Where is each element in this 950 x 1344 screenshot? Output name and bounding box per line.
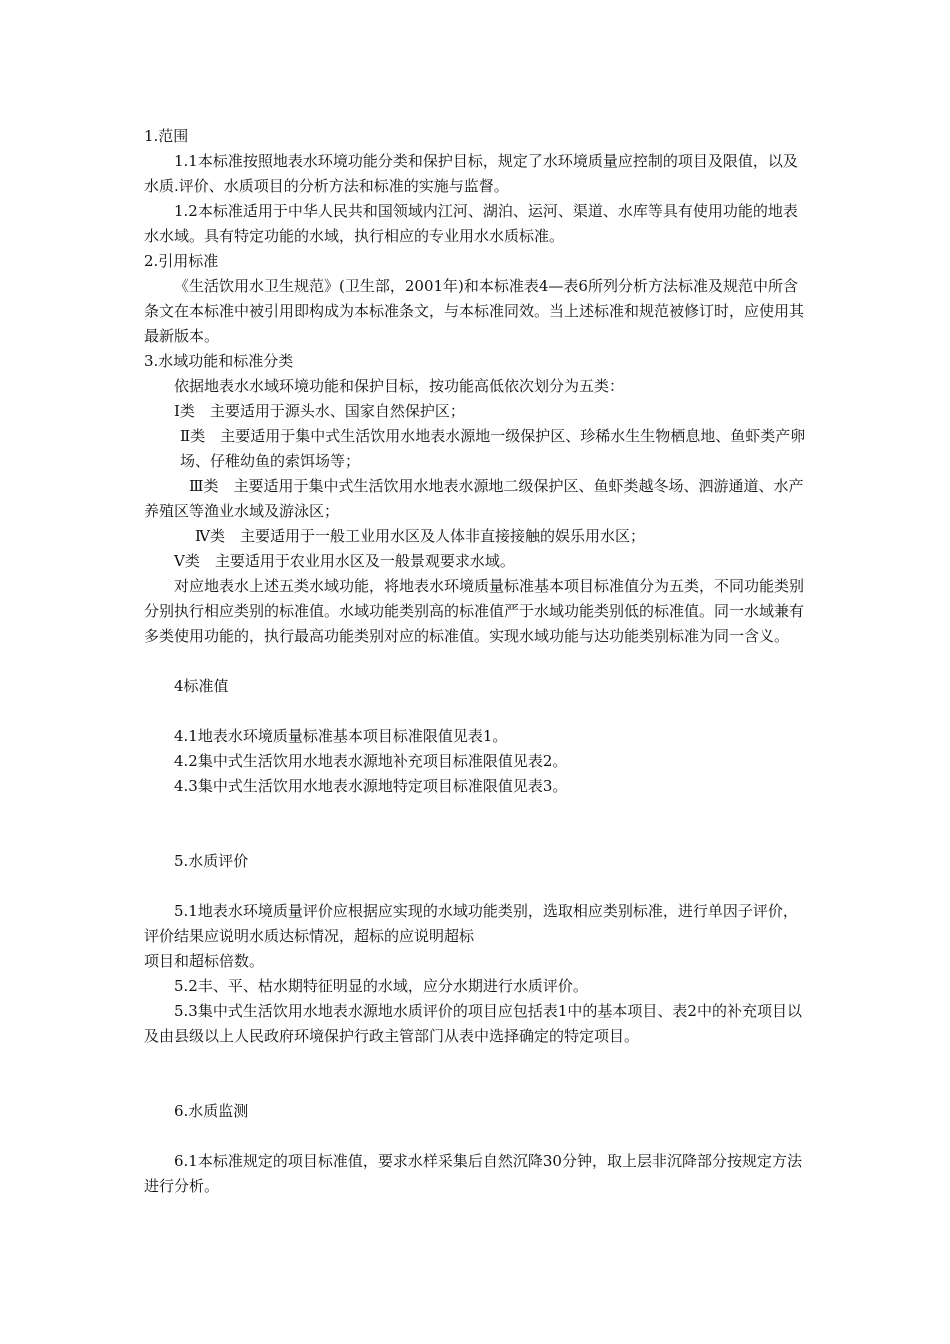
spacer [144,699,812,724]
spacer [144,1124,812,1149]
section-3-intro: 依据地表水水域环境功能和保护目标，按功能高低依次划分为五类： [174,377,625,395]
class-1-item: Ⅰ类 主要适用于源头水、国家自然保护区； [174,402,465,420]
section-6-1-paragraph: 6.1本标准规定的项目标准值，要求水样采集后自然沉降30分钟，取上层非沉降部分按规定方法进行分析。 [144,1152,802,1195]
spacer [144,649,812,674]
section-2-paragraph: 《生活饮用水卫生规范》(卫生部，2001年)和本标准表4—表6所列分析方法标准及规范中所含条文在本标准中被引用即构成为本标准条文，与本标准同效。当上述标准和规范被修订时，应使用其最新版本。 [144,277,805,345]
document-body [144,124,812,1199]
class-4-item: Ⅳ类 主要适用于一般工业用水区及人体非直接接触的娱乐用水区； [195,527,645,545]
class-5-item: Ⅴ类 主要适用于农业用水区及一般景观要求水域。 [174,552,515,570]
class-3-item: Ⅲ类 主要适用于集中式生活饮用水地表水源地二级保护区、鱼虾类越冬场、泗游通道、水产养殖区等渔业水域及游泳区； [144,477,804,520]
section-4-1-paragraph: 4.1地表水环境质量标准基本项目标准限值见表1。 [174,727,508,745]
section-5-3-paragraph: 5.3集中式生活饮用水地表水源地水质评价的项目应包括表1中的基本项目、表2中的补充项目以及由县级以上人民政府环境保护行政主管部门从表中选择确定的特定项目。 [144,1002,802,1045]
section-2-heading: 2.引用标准 [144,252,219,270]
spacer [144,1049,812,1099]
section-3-paragraph: 对应地表水上述五类水域功能，将地表水环境质量标准基本项目标准值分为五类，不同功能类别分别执行相应类别的标准值。水域功能类别高的标准值严于水域功能类别低的标准值。同一水域兼有多类使用功能的，执行最高功能类别对应的标准值。实现水域功能与达功能类别标准为同一含义。 [144,577,805,645]
section-5-heading: 5.水质评价 [174,852,249,870]
section-6-heading: 6.水质监测 [174,1102,249,1120]
section-5-1-paragraph: 5.1地表水环境质量评价应根据应实现的水域功能类别，选取相应类别标准，进行单因子评价，评价结果应说明水质达标情况，超标的应说明超标 [144,902,798,945]
spacer [144,874,812,899]
section-4-3-paragraph: 4.3集中式生活饮用水地表水源地特定项目标准限值见表3。 [174,777,568,795]
section-5-1-continuation: 项目和超标倍数。 [144,952,265,970]
class-2-item: Ⅱ类 主要适用于集中式生活饮用水地表水源地一级保护区、珍稀水生生物栖息地、鱼虾类产卵场、仔稚幼鱼的索饵场等； [180,427,806,470]
section-3-heading: 3.水域功能和标准分类 [144,352,294,370]
spacer [144,799,812,849]
section-1-heading: 1.范围 [144,127,189,145]
section-5-2-paragraph: 5.2丰、平、枯水期特征明显的水域，应分水期进行水质评价。 [174,977,588,995]
section-4-2-paragraph: 4.2集中式生活饮用水地表水源地补充项目标准限值见表2。 [174,752,568,770]
section-1-2-paragraph: 1.2本标准适用于中华人民共和国领域内江河、湖泊、运河、渠道、水库等具有使用功能的地表水水域。具有特定功能的水域，执行相应的专业用水水质标准。 [144,202,798,245]
section-4-heading: 4标准值 [174,677,229,695]
section-1-1-paragraph: 1.1本标准按照地表水环境功能分类和保护目标，规定了水环境质量应控制的项目及限值，以及水质.评价、水质项目的分析方法和标准的实施与监督。 [144,152,798,195]
